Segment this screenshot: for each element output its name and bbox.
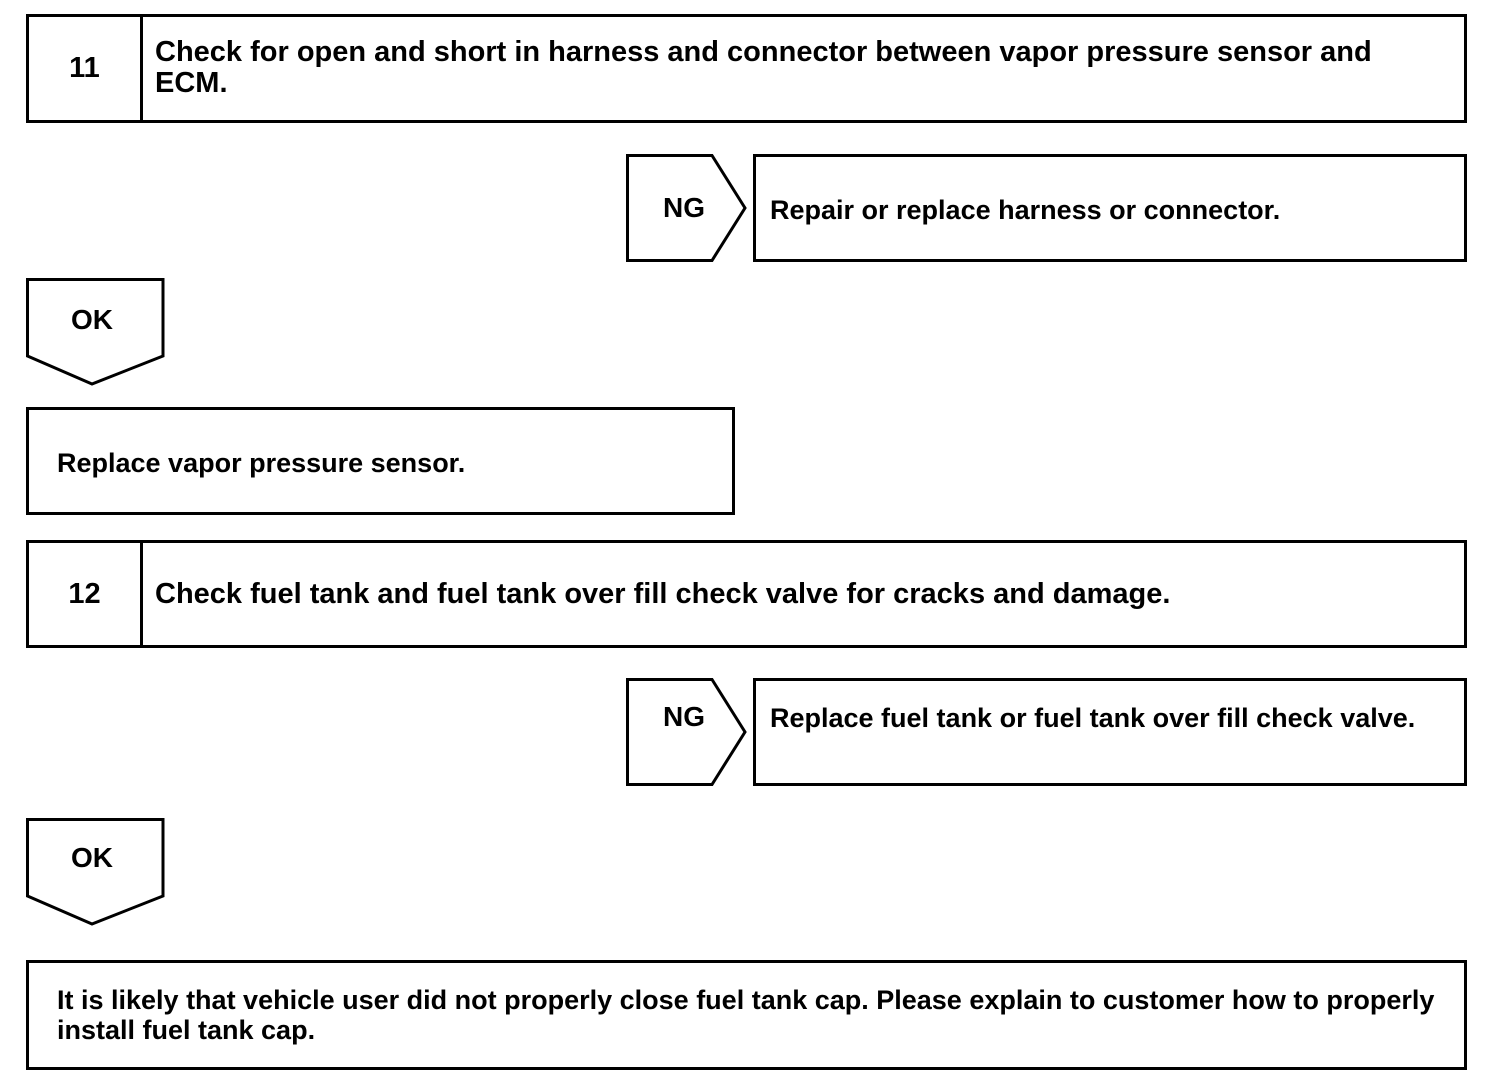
ng-action-text: Repair or replace harness or connector. bbox=[770, 195, 1281, 225]
ok-result-box bbox=[26, 960, 1467, 1070]
ok-result-text: Replace vapor pressure sensor. bbox=[57, 448, 466, 478]
step-12-box bbox=[26, 540, 1467, 648]
ng-action-text: Replace fuel tank or fuel tank over fill check valve. bbox=[770, 703, 1416, 733]
ok-result-box bbox=[26, 407, 735, 515]
ng-action-box bbox=[753, 154, 1467, 262]
ng-label: NG bbox=[663, 192, 705, 223]
step-number: 11 bbox=[29, 17, 143, 120]
ng-action-box bbox=[753, 678, 1467, 786]
step-11-box bbox=[26, 14, 1467, 123]
step-description: Check fuel tank and fuel tank over fill check valve for cracks and damage. bbox=[155, 578, 1171, 610]
step-number: 12 bbox=[29, 543, 143, 645]
ok-result-text: It is likely that vehicle user did not properly close fuel tank cap. Please explain to customer how to properly install fuel tank cap. bbox=[57, 985, 1435, 1045]
step-description: Check for open and short in harness and connector between vapor pressure sensor and ECM. bbox=[155, 36, 1372, 99]
ok-label: OK bbox=[71, 304, 113, 335]
ng-label: NG bbox=[663, 701, 705, 732]
ok-label: OK bbox=[71, 842, 113, 873]
